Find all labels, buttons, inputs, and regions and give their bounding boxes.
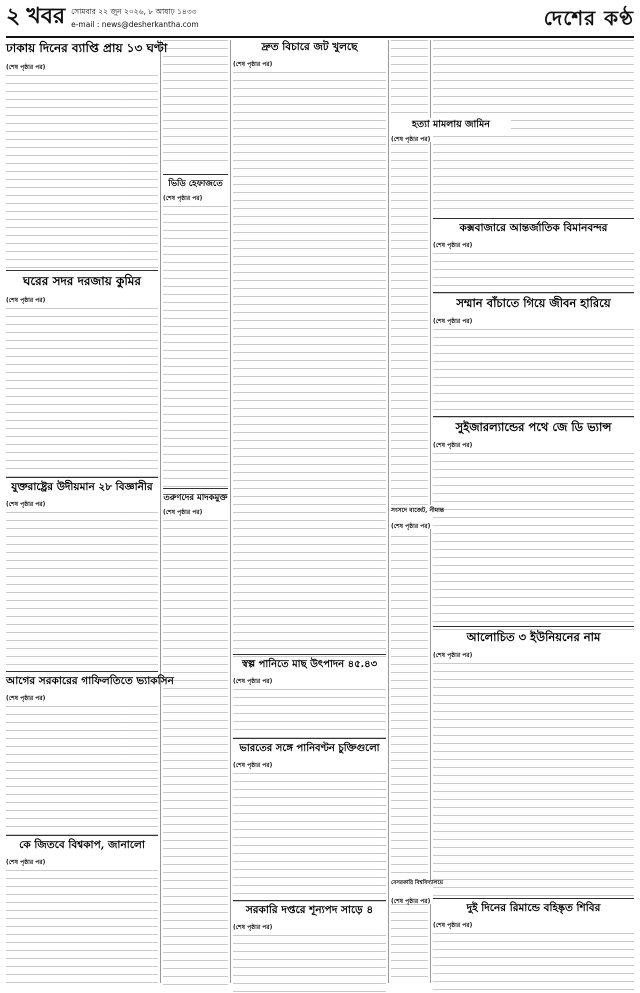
article-c2 <box>233 654 386 737</box>
continuation-note: (শেষ পৃষ্ঠার পর) <box>163 195 203 202</box>
article-text <box>233 773 386 903</box>
column-2-continuation <box>163 40 228 170</box>
date-line: সোমবার ২২ জুন ২০২৬, ৮ আষাঢ় ১৪৩৩ <box>71 7 197 16</box>
article-c4 <box>233 900 386 986</box>
continuation-note: (শেষ পৃষ্ঠার পর) <box>391 523 431 530</box>
continuation-note: (শেষ পৃষ্ঠার পর) <box>433 318 473 325</box>
headline: ভারতের সঙ্গে পানিবণ্টন চুক্তিগুলো <box>239 743 380 754</box>
article-text <box>433 933 634 993</box>
column-2 <box>163 40 228 983</box>
column-divider <box>230 40 231 983</box>
continuation-note: (শেষ পৃষ্ঠার পর) <box>6 297 46 304</box>
article-d3 <box>391 880 443 894</box>
article-text <box>433 329 634 424</box>
article-a4 <box>6 671 174 834</box>
continuation-note: (শেষ পৃষ্ঠার পর) <box>433 922 473 929</box>
article-text <box>163 40 228 165</box>
column-3 <box>233 40 386 983</box>
article-text <box>433 453 634 633</box>
continuation-note: (শেষ পৃষ্ঠার পর) <box>6 859 46 866</box>
article-c1 <box>233 40 386 650</box>
continuation-note: (শেষ পৃষ্ঠার পর) <box>233 924 273 931</box>
headline: কে জিতবে বিশ্বকাপ, জানালো <box>19 839 145 851</box>
article-text <box>6 308 158 480</box>
headline: সংসদে বাজেট, নীমান্ত <box>391 507 444 514</box>
article-d3-cont <box>391 894 431 904</box>
article-text <box>233 72 386 657</box>
article-e1 <box>433 218 634 291</box>
headline: ঢাকায় দিনের ব্যাপ্তি প্রায় ১৩ ঘণ্টা <box>6 41 168 55</box>
article-a1 <box>6 40 168 266</box>
headline: স্বল্প পানিতে মাছ উৎপাদন ৪৫.৪৩ <box>241 659 378 670</box>
headline: ঘরের সদর দরজায় কুমির <box>22 274 142 288</box>
article-d1-cont <box>391 132 431 142</box>
article-e4 <box>433 626 634 897</box>
column-5 <box>433 40 634 983</box>
continuation-note: (শেষ পৃষ্ঠার পর) <box>6 64 46 71</box>
masthead-left <box>6 4 199 30</box>
page-number: ২ <box>6 3 21 29</box>
article-text <box>233 935 386 993</box>
continuation-note: (শেষ পৃষ্ঠার পর) <box>433 652 473 659</box>
article-e2 <box>433 292 634 415</box>
headline: তরুণদের মাদকমুক্ত <box>163 493 228 503</box>
email-line: e-mail : news@desherkantha.com <box>71 20 199 29</box>
continuation-note: (শেষ পৃষ্ঠার পর) <box>233 678 273 685</box>
continuation-note: (শেষ পৃষ্ঠার পর) <box>6 501 46 508</box>
continuation-note: (শেষ পৃষ্ঠার পর) <box>433 442 473 449</box>
article-d2-cont <box>391 519 431 529</box>
headline: দ্রুত বিচারে জট খুলছে <box>261 41 358 53</box>
article-a3 <box>6 477 158 670</box>
article-c3 <box>233 738 386 899</box>
article-b2 <box>163 488 228 986</box>
column-divider <box>160 40 161 983</box>
headline: হত্যা মামলায় জামিন <box>412 119 490 130</box>
article-text <box>6 75 158 275</box>
article-text <box>163 206 228 491</box>
headline: আলোচিত ৩ ইউনিয়নের নাম <box>466 630 601 644</box>
section-name: খবর <box>26 3 66 29</box>
headline: আগের সরকারের গাফিলতিতে ভ্যাকসিন <box>6 675 174 687</box>
headline: দুই দিনের রিমান্ডে বহিষ্কৃত শিবির <box>466 902 601 914</box>
article-d1 <box>391 118 511 132</box>
article-text <box>6 512 158 672</box>
article-text <box>6 870 158 990</box>
article-text <box>233 689 386 744</box>
masthead <box>6 4 634 38</box>
continuation-note: (শেষ পৃষ্ঠার পর) <box>433 242 473 249</box>
continuation-note: (শেষ পৃষ্ঠার পর) <box>391 898 431 905</box>
column-divider <box>388 40 389 983</box>
article-text <box>163 520 228 990</box>
headline: কক্সবাজারে আন্তর্জাতিক বিমানবন্দর <box>459 222 608 234</box>
continuation-note: (শেষ পৃষ্ঠার পর) <box>233 762 273 769</box>
continuation-note: (শেষ পৃষ্ঠার পর) <box>163 509 203 516</box>
article-e3 <box>433 416 634 625</box>
masthead-meta <box>71 4 199 30</box>
article-text <box>6 706 158 836</box>
continuation-note: (শেষ পৃষ্ঠার পর) <box>6 695 46 702</box>
continuation-note: (শেষ পৃষ্ঠার পর) <box>233 61 273 68</box>
headline: ভিডি হেফাজতে <box>168 179 223 189</box>
article-d2 <box>391 505 444 519</box>
article-a2 <box>6 270 158 476</box>
headline: সম্মান বাঁচাতে গিয়ে জীবন হারিয়ে <box>456 296 611 310</box>
article-a5 <box>6 835 158 986</box>
continuation-note: (শেষ পৃষ্ঠার পর) <box>391 136 431 143</box>
headline: সুইজারল্যান্ডের পথে জে ডি ভ্যান্স <box>455 420 612 434</box>
article-b1 <box>163 174 228 487</box>
headline: বেসরকারি বিশ্ববিদ্যালয়ে <box>391 880 443 886</box>
headline: যুক্তরাষ্ট্রের উদীয়মান ২৮ বিজ্ঞানীর <box>11 481 153 493</box>
article-e5 <box>433 898 634 986</box>
newspaper-logo: দেশের কণ্ঠ <box>543 6 634 30</box>
article-text <box>433 663 634 903</box>
column-1 <box>6 40 174 983</box>
headline: সরকারি দপ্তরে শূন্যপদ সাড়ে ৪ <box>245 904 374 916</box>
